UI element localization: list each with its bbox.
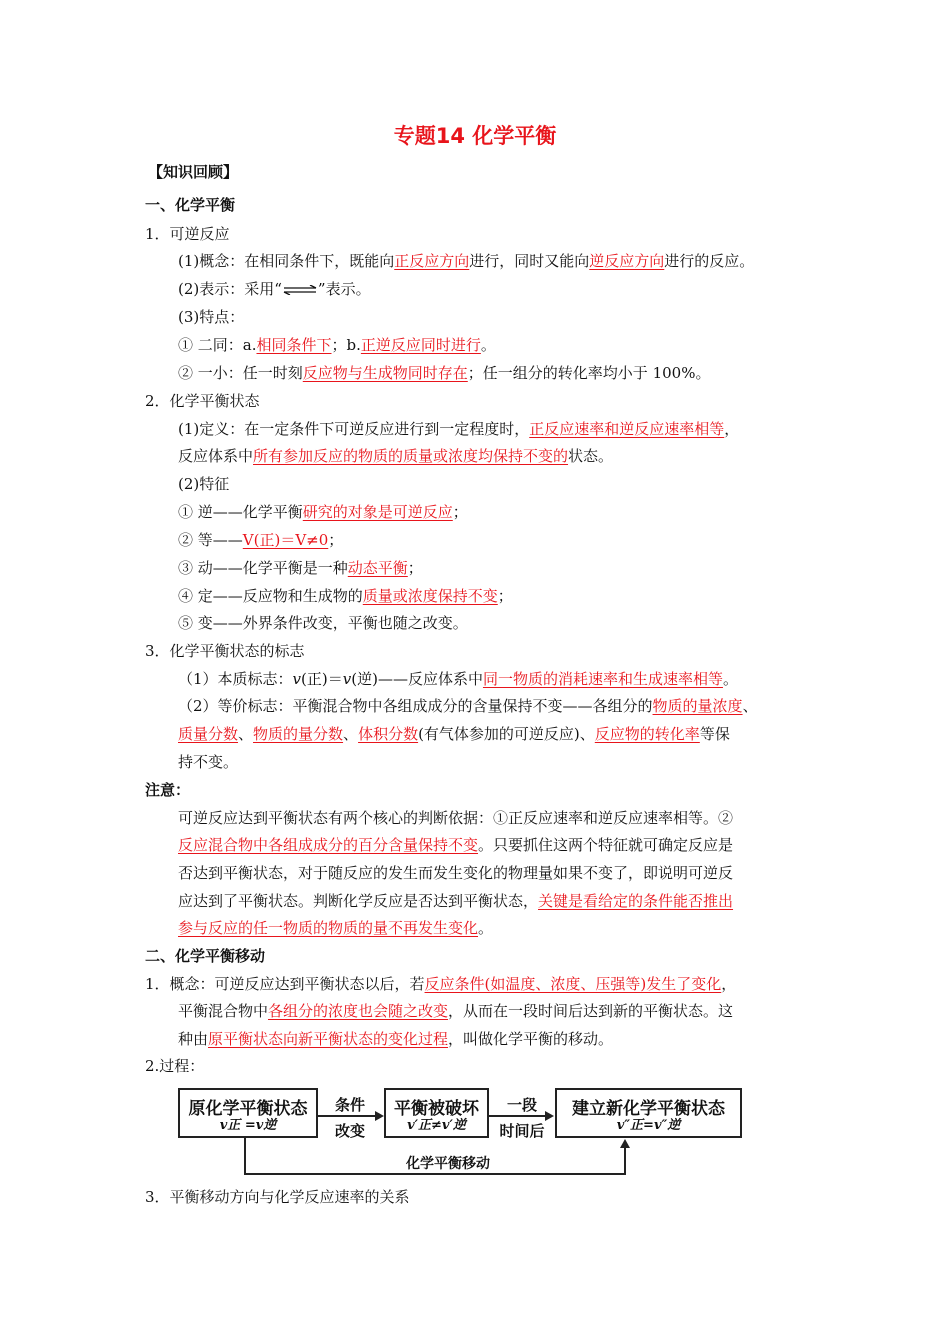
note-line-3: 否达到平衡状态，对于随反应的发生而发生变化的物理量如果不变了，即说明可逆反 (178, 864, 734, 882)
definition-line-2: 反应体系中所有参加反应的物质的质量或浓度均保持不变的状态。 (178, 447, 614, 465)
characteristic-4: ④ 定——反应物和生成物的质量或浓度保持不变； (178, 587, 513, 605)
note-line-2: 反应混合物中各组成成分的百分含量保持不变。只要抓住这两个特征就可确定反应是 (178, 836, 734, 854)
subsection-reversible-reaction: 1．可逆反应 (145, 225, 230, 243)
shift-concept-line-2: 平衡混合物中各组分的浓度也会随之改变，从而在一段时间后达到新的平衡状态。这 (178, 1002, 734, 1020)
characteristic-2: ② 等——V(正)＝V≠0； (178, 531, 344, 549)
note-line-5: 参与反应的任一物质的物质的量不再发生变化。 (178, 919, 494, 937)
arrow-1-bottom-label: 改变 (334, 1122, 365, 1140)
feature-two-same: ① 二同：a.相同条件下；b.正逆反应同时进行。 (178, 336, 496, 354)
shift-concept-line-1: 1．概念：可逆反应达到平衡状态以后，若反应条件(如温度、浓度、压强等)发生了变化， (145, 975, 737, 993)
characteristics-label: (2)特征 (178, 475, 230, 493)
note-heading: 注意： (145, 781, 191, 799)
section-1-heading: 一、化学平衡 (145, 196, 236, 214)
box-3-formula: v″正=v″逆 (616, 1118, 681, 1133)
bottom-loop-label: 化学平衡移动 (406, 1156, 490, 1172)
box-1-formula: v正 =v逆 (219, 1118, 277, 1133)
subsection-direction-rate: 3．平衡移动方向与化学反应速率的关系 (145, 1188, 410, 1206)
concept-line: (1)概念：在相同条件下，既能向正反应方向进行，同时又能向逆反应方向进行的反应。 (178, 252, 755, 270)
box-3-title: 建立新化学平衡状态 (572, 1099, 725, 1119)
note-line-1: 可逆反应达到平衡状态有两个核心的判断依据：①正反应速率和逆反应速率相等。② (178, 809, 734, 827)
marker-equivalent-line-2: 质量分数、物质的量分数、体积分数(有气体参加的可逆反应)、反应物的转化率等保 (178, 725, 730, 743)
page-title: 专题14 化学平衡 (393, 124, 557, 148)
note-line-4: 应达到了平衡状态。判断化学反应是否达到平衡状态，关键是看给定的条件能否推出 (178, 892, 734, 910)
representation-line: (2)表示：采用“ ”表示。 (178, 280, 371, 298)
subsection-equilibrium-state: 2．化学平衡状态 (145, 392, 260, 410)
arrow-1-top-label: 条件 (334, 1096, 365, 1114)
bottom-arrow-head-icon (620, 1139, 630, 1148)
box-1-title: 原化学平衡状态 (188, 1099, 308, 1119)
box-2-title: 平衡被破坏 (394, 1099, 479, 1119)
equilibrium-shift-diagram (178, 1082, 743, 1182)
arrow-2-bottom-label: 时间后 (499, 1122, 545, 1140)
equilibrium-arrow-icon (282, 285, 318, 295)
marker-equivalent-line-3: 持不变。 (178, 753, 239, 771)
marker-essential: （1）本质标志：v(正)＝v(逆)——反应体系中同一物质的消耗速率和生成速率相等。 (178, 670, 738, 688)
section-2-heading: 二、化学平衡移动 (145, 947, 266, 965)
box-original-equilibrium (178, 1088, 318, 1138)
box-2-formula: v′正≠v′逆 (407, 1118, 466, 1133)
characteristic-3: ③ 动——化学平衡是一种动态平衡； (178, 559, 423, 577)
shift-concept-line-3: 种由原平衡状态向新平衡状态的变化过程，叫做化学平衡的移动。 (178, 1030, 614, 1048)
box-new-equilibrium (555, 1088, 742, 1138)
characteristic-5: ⑤ 变——外界条件改变，平衡也随之改变。 (178, 614, 468, 632)
arrow-2-top-label: 一段 (506, 1096, 537, 1114)
review-heading: 【知识回顾】 (148, 163, 239, 181)
characteristic-1: ① 逆——化学平衡研究的对象是可逆反应； (178, 503, 468, 521)
feature-one-small: ② 一小：任一时刻反应物与生成物同时存在；任一组分的转化率均小于 100%。 (178, 364, 711, 382)
box-equilibrium-broken (384, 1088, 489, 1138)
features-label: (3)特点： (178, 308, 245, 326)
marker-equivalent-line-1: （2）等价标志：平衡混合物中各组成成分的含量保持不变——各组分的物质的量浓度、 (178, 697, 758, 715)
process-label: 2.过程： (145, 1057, 205, 1075)
subsection-equilibrium-markers: 3．化学平衡状态的标志 (145, 642, 305, 660)
definition-line-1: (1)定义：在一定条件下可逆反应进行到一定程度时，正反应速率和逆反应速率相等， (178, 420, 740, 438)
